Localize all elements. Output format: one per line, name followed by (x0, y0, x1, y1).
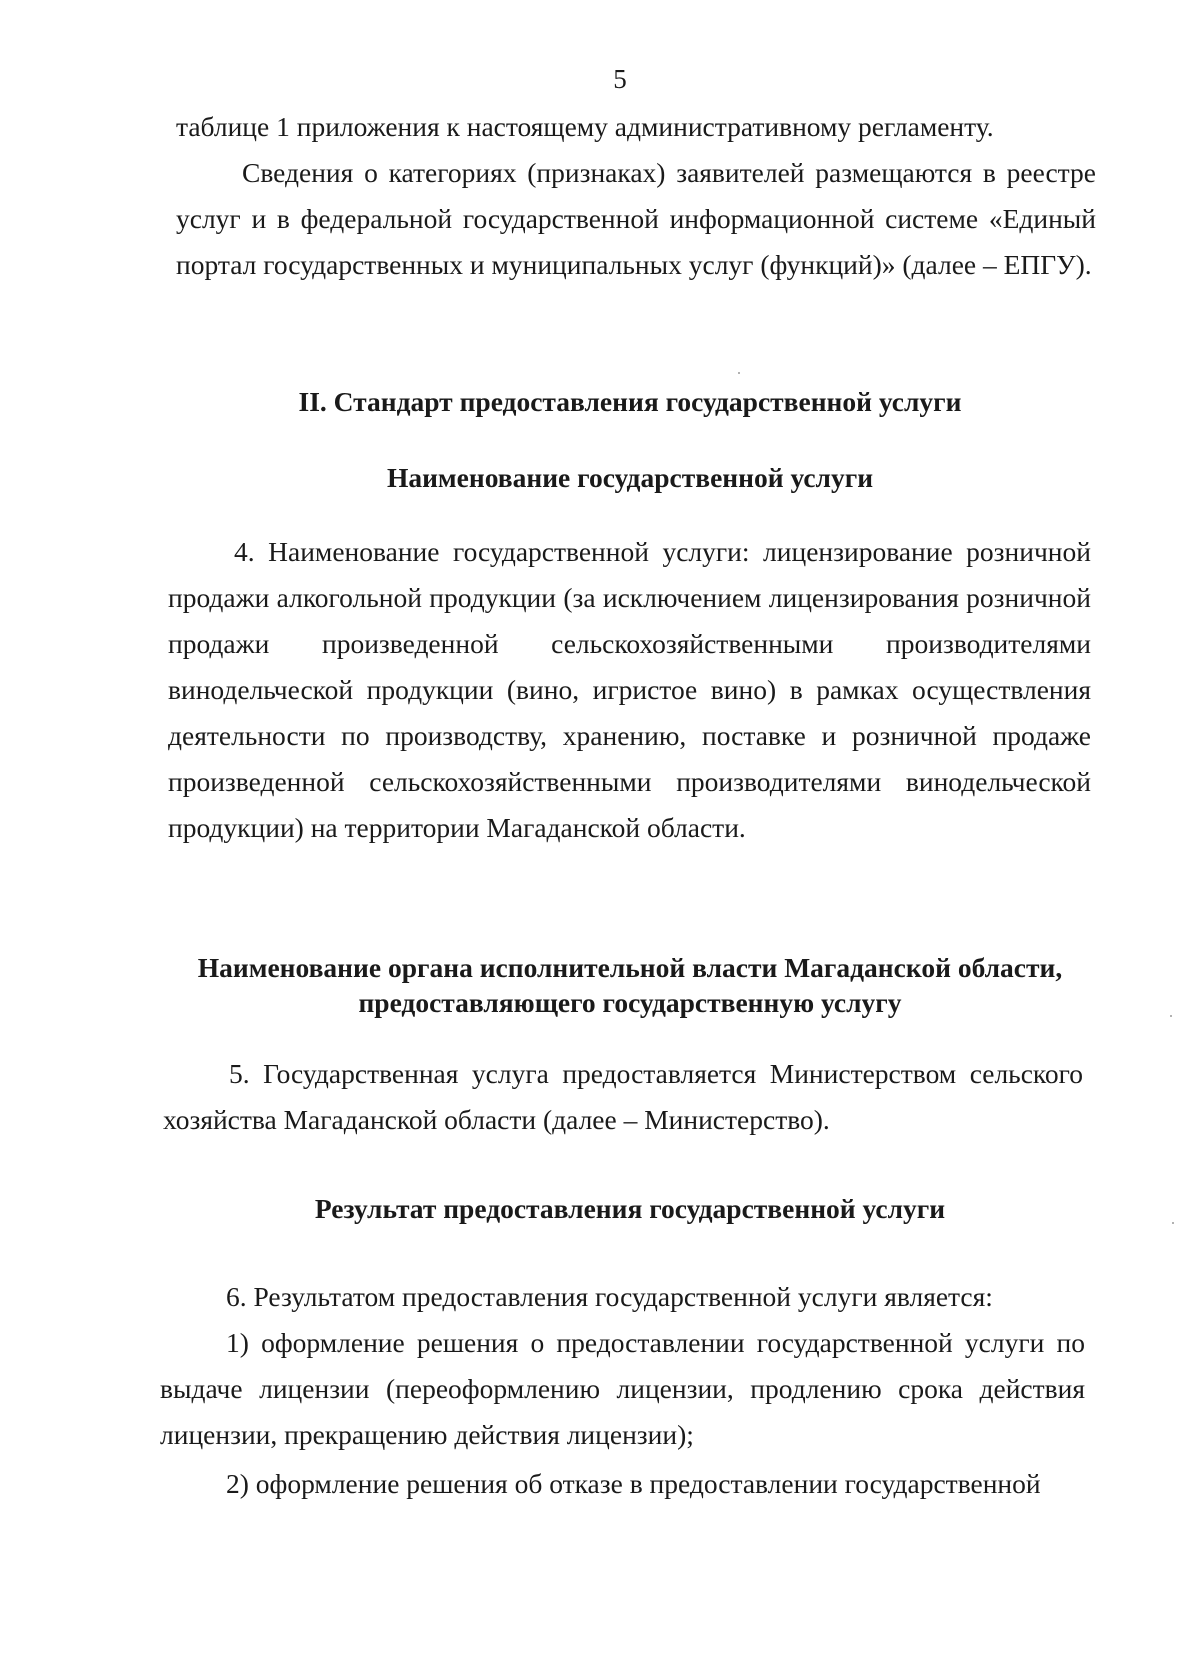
subheading-executive-body (150, 950, 1110, 1020)
list-item-2-refusal-decision: 2) оформление решения об отказе в предоставлении государственной (226, 1468, 1041, 1499)
list-item-1-positive-decision: 1) оформление решения о предоставлении государственной услуги по выдаче лицензии (переоформлению лицензии, продлению срока действия лицензии, прекращению действия лицензии); (160, 1327, 1085, 1450)
scan-speck (1170, 1015, 1172, 1017)
subheading-executive-body-line1: Наименование органа исполнительной власти Магаданской области, (197, 952, 1063, 983)
paragraph-5-ministry: 5. Государственная услуга предоставляется Министерством сельского хозяйства Магаданской области (далее – Министерство). (163, 1058, 1083, 1135)
scan-speck (738, 372, 740, 374)
subheading-service-name: Наименование государственной услуги (386, 462, 874, 493)
page-number: 5 (613, 64, 627, 94)
scan-speck (1172, 1222, 1174, 1224)
paragraph-applicant-categories: Сведения о категориях (признаках) заявителей размещаются в реестре услуг и в федеральной государственной информационной системе «Единый портал государственных и муниципальных услуг (функций)» (далее – ЕПГУ). (176, 157, 1096, 280)
subheading-executive-body-line2: предоставляющего государственную услугу (358, 987, 902, 1018)
paragraph-4-service-name: 4. Наименование государственной услуги: лицензирование розничной продажи алкогольной продукции (за исключением лицензирования розничной продажи произведенной сельскохозяйственными производителями винодельческой продукции (вино, игристое вино) в рамках осуществления деятельности по производству, хранению, поставке и розничной продаже произведенной сельскохозяйственными производителями винодельческой продукции) на территории Магаданской области. (168, 536, 1091, 843)
subheading-service-result: Результат предоставления государственной услуги (314, 1193, 946, 1224)
section-heading-standard: II. Стандарт предоставления государственной услуги (298, 386, 962, 417)
paragraph-6-result: 6. Результатом предоставления государственной услуги является: (226, 1281, 993, 1312)
paragraph-continuation: таблице 1 приложения к настоящему административному регламенту. (176, 111, 994, 142)
